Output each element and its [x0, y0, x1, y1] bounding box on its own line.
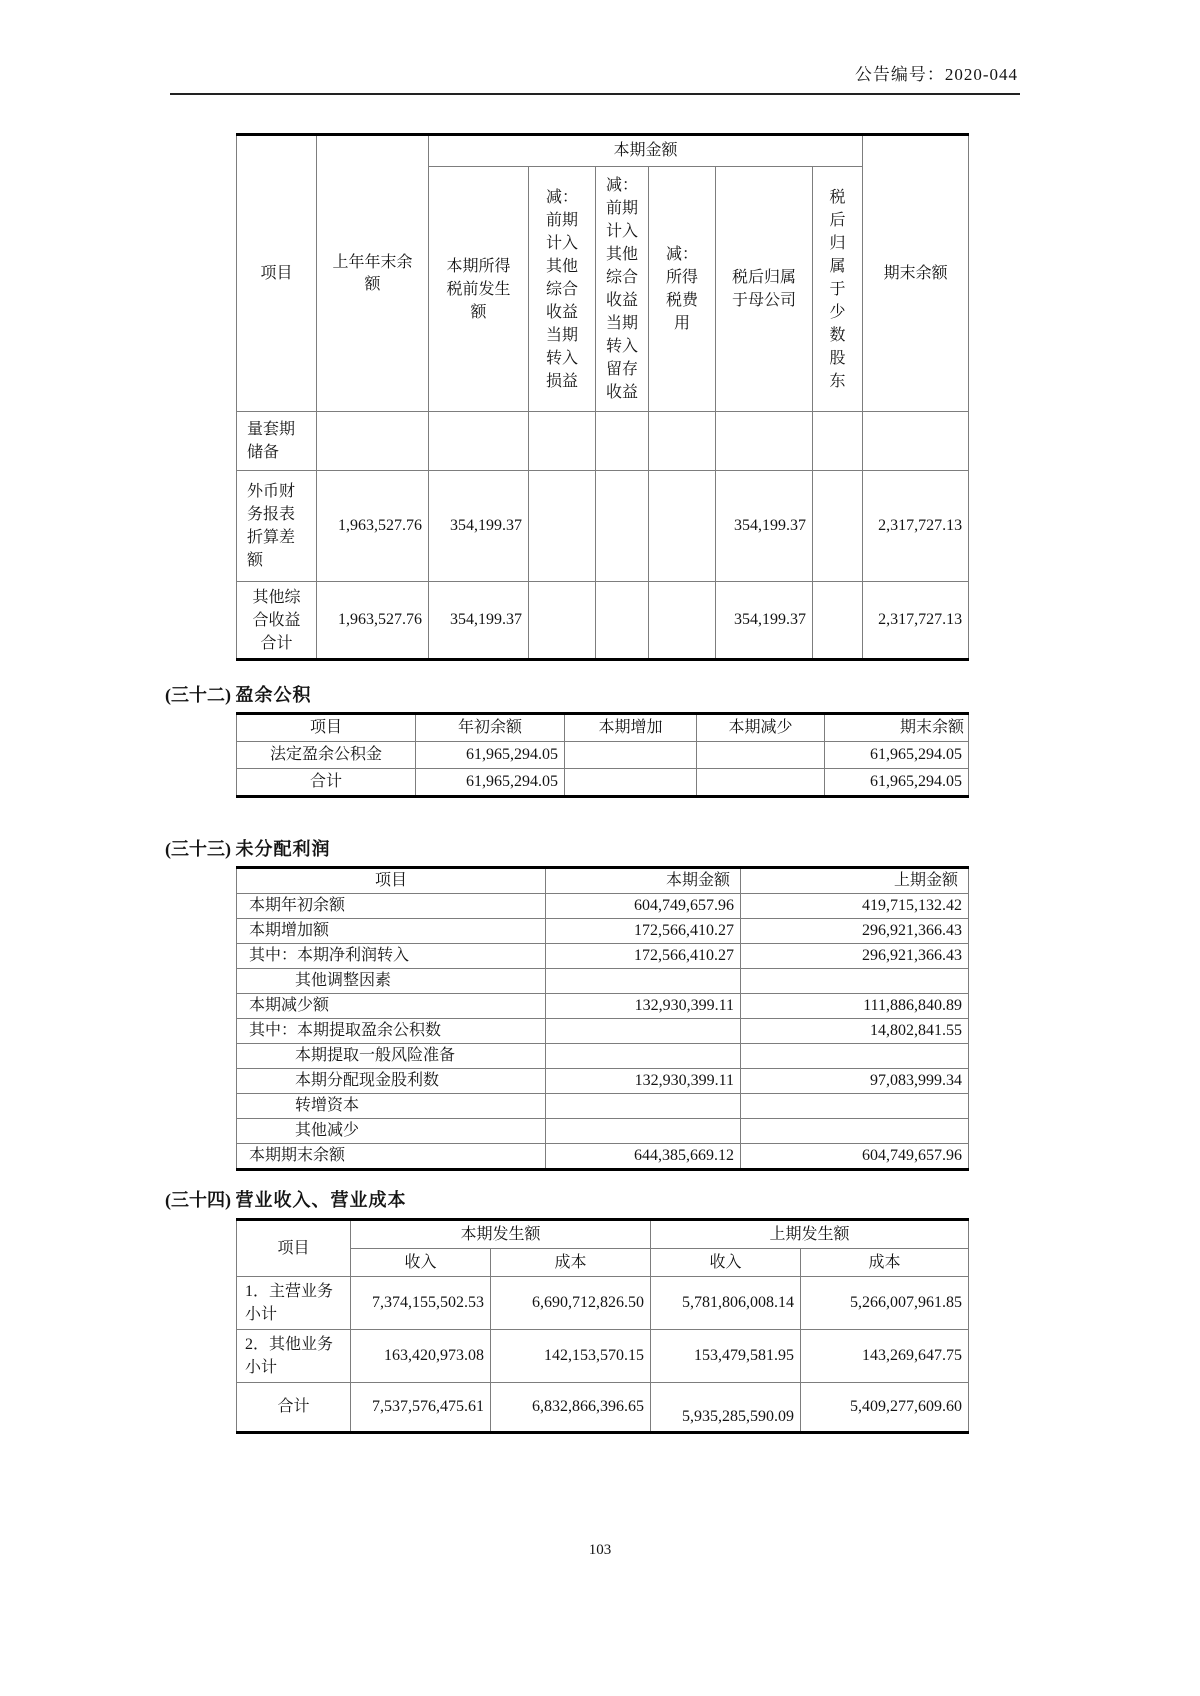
value-cell: 14,802,841.55: [741, 1019, 969, 1044]
label-cell: 本期提取一般风险准备: [237, 1044, 546, 1069]
value-cell: 163,420,973.08: [351, 1330, 491, 1383]
value-cell: 172,566,410.27: [546, 919, 741, 944]
value-cell: [565, 742, 697, 769]
label-cell: 本期减少额: [237, 994, 546, 1019]
header-cell: 上期金额: [741, 868, 969, 894]
section-title: 盈余公积: [235, 685, 312, 705]
header-cell: 减：前期计入其他综合收益当期转入留存收益: [596, 167, 649, 412]
header-cell: 本期发生额: [351, 1220, 651, 1249]
header-cell: 期末余额: [863, 135, 969, 412]
table-row: [237, 994, 969, 1019]
label-cell: 本期增加额: [237, 919, 546, 944]
value-cell: [429, 412, 529, 471]
table-row: [237, 1277, 969, 1330]
table-row: [237, 1330, 969, 1383]
value-cell: [546, 1044, 741, 1069]
value-cell: [596, 471, 649, 582]
value-cell: [741, 1044, 969, 1069]
header-cell: 本期金额: [546, 868, 741, 894]
section-number: (三十三): [165, 839, 231, 859]
header-cell: 收入: [651, 1249, 801, 1277]
table-row: [237, 919, 969, 944]
table-row: [237, 1119, 969, 1144]
header-cell: 项目: [237, 714, 416, 742]
value-cell: [546, 1119, 741, 1144]
label-cell: 量套期储备: [237, 412, 317, 471]
header-cell: 税后归属于母公司: [716, 167, 813, 412]
header-cell: 年初余额: [416, 714, 565, 742]
table-row: [237, 1094, 969, 1119]
table-row: [237, 769, 969, 797]
table-header-row: [237, 135, 969, 167]
value-cell: [813, 412, 863, 471]
value-cell: 5,935,285,590.09: [651, 1393, 801, 1443]
table-row: [237, 1383, 969, 1433]
header-cell: 本期增加: [565, 714, 697, 742]
page-number: 103: [588, 1542, 612, 1558]
surplus-reserve-table: [236, 712, 969, 798]
value-cell: [529, 582, 596, 660]
label-cell: 2．其他业务小计: [237, 1330, 351, 1383]
value-cell: 5,266,007,961.85: [801, 1277, 969, 1330]
table-row: [237, 1044, 969, 1069]
header-cell: 项目: [237, 1220, 351, 1277]
label-cell: 法定盈余公积金: [237, 742, 416, 769]
section-title: 营业收入、营业成本: [235, 1190, 407, 1210]
label-cell: 其中：本期提取盈余公积数: [237, 1019, 546, 1044]
header-cell: 减：前期计入其他综合收益当期转入损益: [529, 167, 596, 412]
value-cell: 61,965,294.05: [825, 769, 969, 797]
header-cell: 本期金额: [429, 135, 863, 167]
table-row: [237, 894, 969, 919]
value-cell: [716, 412, 813, 471]
value-cell: 7,537,576,475.61: [351, 1383, 491, 1433]
value-cell: [529, 412, 596, 471]
label-cell: 外币财务报表折算差额: [237, 471, 317, 582]
section-number: (三十四): [165, 1190, 231, 1210]
header-cell: 项目: [237, 135, 317, 412]
value-cell: 142,153,570.15: [491, 1330, 651, 1383]
value-cell: [863, 412, 969, 471]
header-cell: 税后归属于少数股东: [813, 167, 863, 412]
value-cell: 172,566,410.27: [546, 944, 741, 969]
value-cell: [529, 471, 596, 582]
value-cell: 644,385,669.12: [546, 1144, 741, 1170]
header-cell: 成本: [491, 1249, 651, 1277]
value-cell: 2,317,727.13: [863, 471, 969, 582]
header-cell: 收入: [351, 1249, 491, 1277]
value-cell: 604,749,657.96: [546, 894, 741, 919]
header-cell: 上期发生额: [651, 1220, 969, 1249]
label-cell: 其他综合收益合计: [237, 582, 317, 660]
value-cell: 111,886,840.89: [741, 994, 969, 1019]
value-cell: 1,963,527.76: [317, 582, 429, 660]
value-cell: 61,965,294.05: [416, 742, 565, 769]
label-cell: 合计: [237, 769, 416, 797]
value-cell: [596, 582, 649, 660]
value-cell: [546, 1094, 741, 1119]
value-cell: [546, 1019, 741, 1044]
value-cell: 7,374,155,502.53: [351, 1277, 491, 1330]
oci-current-period-table: [236, 133, 969, 661]
value-cell: [649, 471, 716, 582]
label-cell: 合计: [237, 1383, 351, 1433]
label-cell: 本期年初余额: [237, 894, 546, 919]
label-cell: 1．主营业务小计: [237, 1277, 351, 1330]
table-row: [237, 471, 969, 582]
value-cell: 6,690,712,826.50: [491, 1277, 651, 1330]
table-row: [237, 969, 969, 994]
value-cell: 5,781,806,008.14: [651, 1277, 801, 1330]
value-cell: 296,921,366.43: [741, 944, 969, 969]
value-cell: [596, 412, 649, 471]
section-heading-32: [165, 681, 312, 707]
value-cell: [565, 769, 697, 797]
value-cell: [546, 969, 741, 994]
value-cell: [741, 1094, 969, 1119]
table-row: [237, 412, 969, 471]
value-cell: 132,930,399.11: [546, 994, 741, 1019]
label-cell: 转增资本: [237, 1094, 546, 1119]
value-cell: [813, 582, 863, 660]
value-cell: 153,479,581.95: [651, 1330, 801, 1383]
value-cell: [813, 471, 863, 582]
value-cell: 132,930,399.11: [546, 1069, 741, 1094]
revenue-cost-table: [236, 1218, 969, 1434]
section-title: 未分配利润: [235, 839, 331, 859]
header-cell: 本期所得税前发生额: [429, 167, 529, 412]
section-heading-34: [165, 1186, 407, 1212]
value-cell: [649, 412, 716, 471]
label-cell: 本期期末余额: [237, 1144, 546, 1170]
value-cell: 143,269,647.75: [801, 1330, 969, 1383]
table-row: [237, 582, 969, 660]
header-cell: 上年年末余额: [317, 135, 429, 412]
value-cell: [741, 1119, 969, 1144]
value-cell: 5,409,277,609.60: [801, 1383, 969, 1433]
value-cell: [649, 582, 716, 660]
table-row: [237, 944, 969, 969]
value-cell: 419,715,132.42: [741, 894, 969, 919]
header-rule: [170, 93, 1020, 95]
table-header-row: [237, 1220, 969, 1249]
section-heading-33: [165, 835, 331, 861]
value-cell: 2,317,727.13: [863, 582, 969, 660]
table-row: [237, 742, 969, 769]
table-row: [237, 1019, 969, 1044]
value-cell: 354,199.37: [429, 471, 529, 582]
header-cell: 减：所得税费用: [649, 167, 716, 412]
value-cell: 97,083,999.34: [741, 1069, 969, 1094]
table-header-row: [237, 714, 969, 742]
undistributed-profit-table: [236, 866, 969, 1171]
header-cell: 成本: [801, 1249, 969, 1277]
table-header-row: [237, 868, 969, 894]
value-cell: [697, 742, 825, 769]
announcement-number: 公告编号：2020-044: [854, 65, 1018, 84]
value-cell: 354,199.37: [716, 471, 813, 582]
label-cell: 其中：本期净利润转入: [237, 944, 546, 969]
label-cell: 本期分配现金股利数: [237, 1069, 546, 1094]
section-number: (三十二): [165, 685, 231, 705]
value-cell: [317, 412, 429, 471]
header-cell: 本期减少: [697, 714, 825, 742]
table-row: [237, 1069, 969, 1094]
value-cell: 604,749,657.96: [741, 1144, 969, 1170]
value-cell: [741, 969, 969, 994]
value-cell: 354,199.37: [716, 582, 813, 660]
value-cell: [697, 769, 825, 797]
header-cell: 期末余额: [825, 714, 969, 742]
value-cell: 61,965,294.05: [416, 769, 565, 797]
header-cell: 项目: [237, 868, 546, 894]
table-row: [237, 1144, 969, 1170]
value-cell: 1,963,527.76: [317, 471, 429, 582]
label-cell: 其他减少: [237, 1119, 546, 1144]
value-cell: 6,832,866,396.65: [491, 1383, 651, 1433]
value-cell: 61,965,294.05: [825, 742, 969, 769]
label-cell: 其他调整因素: [237, 969, 546, 994]
value-cell: 354,199.37: [429, 582, 529, 660]
value-cell: 296,921,366.43: [741, 919, 969, 944]
